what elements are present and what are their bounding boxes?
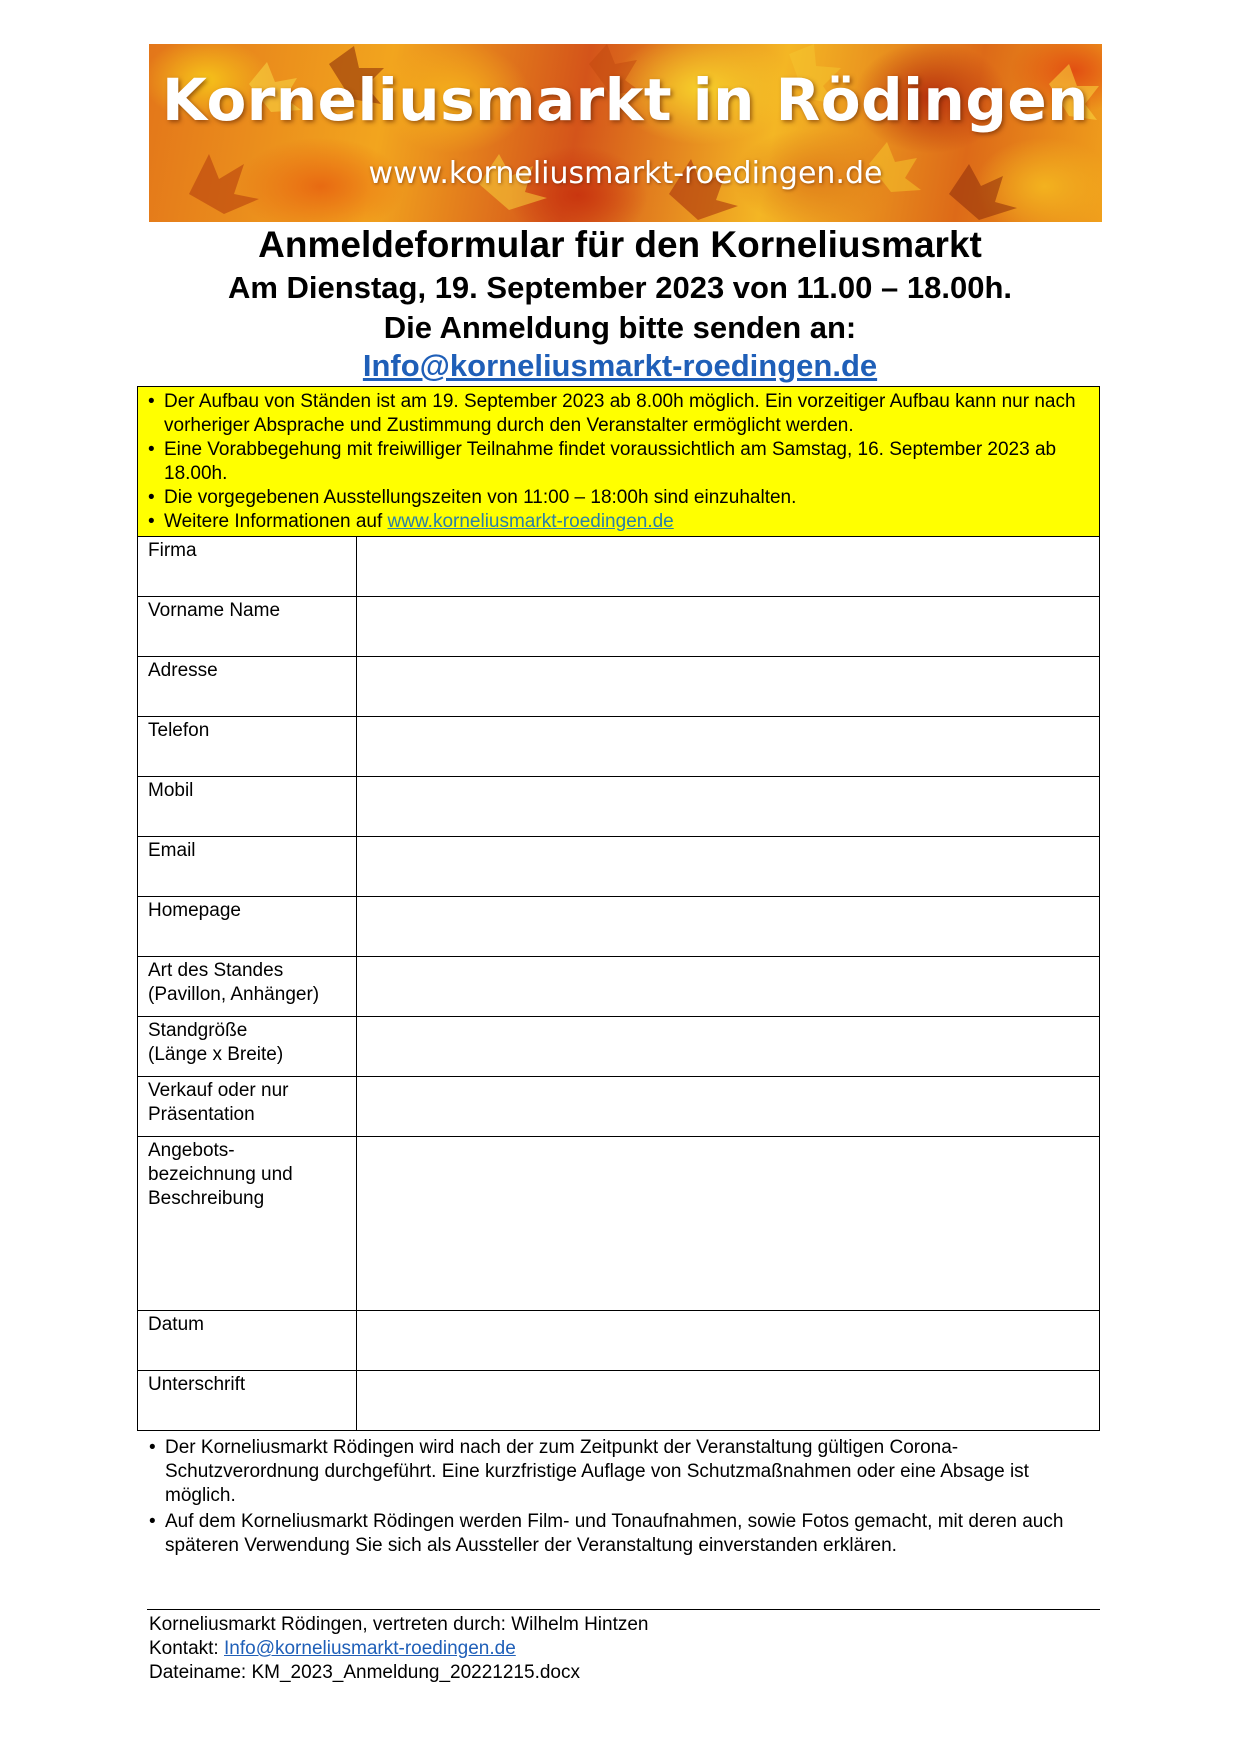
form-row-name (138, 597, 1100, 657)
form-row-datum (138, 1311, 1100, 1371)
date-field[interactable] (356, 1311, 1099, 1371)
form-row-email (138, 837, 1100, 897)
homepage-field[interactable] (356, 897, 1099, 957)
notice-item-info (146, 510, 1091, 534)
send-email-link[interactable]: Info@korneliusmarkt-roedingen.de (362, 348, 878, 383)
field-label: Standgröße (Länge x Breite) (138, 1017, 357, 1077)
field-label: Datum (138, 1311, 357, 1371)
notice-item: • Eine Vorabbegehung mit freiwilliger Teilnahme findet voraussichtlich am Samstag, 16. September 2023 ab 18.00h. (146, 438, 1091, 486)
footer (149, 1613, 649, 1685)
offer-description-field[interactable] (356, 1137, 1099, 1311)
field-label: Unterschrift (138, 1371, 357, 1431)
contact-email-link[interactable]: Info@korneliusmarkt-roedingen.de (224, 1638, 516, 1659)
field-label: Vorname Name (138, 597, 357, 657)
footer-divider (147, 1609, 1100, 1610)
notice-item: • Die vorgegebenen Ausstellungszeiten von 11:00 – 18:00h sind einzuhalten. (146, 486, 1091, 510)
stand-size-field[interactable] (356, 1017, 1099, 1077)
send-instruction: Die Anmeldung bitte senden an: (383, 310, 857, 345)
registration-form (137, 536, 1100, 1431)
field-label: Verkauf oder nur Präsentation (138, 1077, 357, 1137)
form-row-telefon (138, 717, 1100, 777)
notice-list (146, 390, 1091, 534)
form-row-angebot (138, 1137, 1100, 1311)
notice-box (137, 386, 1100, 537)
info-link[interactable]: www.korneliusmarkt-roedingen.de (387, 511, 674, 532)
form-row-adresse (138, 657, 1100, 717)
form-row-unterschrift (138, 1371, 1100, 1431)
note-item: • Auf dem Korneliusmarkt Rödingen werden Film- und Tonaufnahmen, sowie Fotos gemacht, mit deren auch späteren Verwendung Sie sich als Aussteller der Veranstaltung einverstanden erklären. (147, 1510, 1097, 1558)
mobil-field[interactable] (356, 777, 1099, 837)
send-email (0, 348, 1240, 384)
field-label: Art des Standes (Pavillon, Anhänger) (138, 957, 357, 1017)
field-label: Telefon (138, 717, 357, 777)
banner-url: www.korneliusmarkt-roedingen.de (368, 156, 883, 191)
name-field[interactable] (356, 597, 1099, 657)
field-label: Email (138, 837, 357, 897)
form-row-verkauf (138, 1077, 1100, 1137)
footer-organizer: Korneliusmarkt Rödingen, vertreten durch: Wilhelm Hintzen (149, 1614, 649, 1635)
footer-filename: Dateiname: KM_2023_Anmeldung_20221215.docx (149, 1662, 580, 1683)
field-label: Firma (138, 537, 357, 597)
firma-field[interactable] (356, 537, 1099, 597)
field-label: Angebots- bezeichnung und Beschreibung (138, 1137, 357, 1311)
header-banner-image (149, 44, 1102, 222)
info-prefix: Weitere Informationen auf (164, 511, 388, 532)
form-row-mobil (138, 777, 1100, 837)
note-item: • Der Korneliusmarkt Rödingen wird nach der zum Zeitpunkt der Veranstaltung gültigen Corona-Schutzverordnung durchgeführt. Eine kurzfristige Auflage von Schutzmaßnahmen oder eine Absage ist möglich. (147, 1436, 1097, 1508)
notes-list (147, 1436, 1097, 1558)
page-title: Anmeldeformular für den Korneliusmarkt (258, 224, 982, 265)
form-row-homepage (138, 897, 1100, 957)
form-row-firma (138, 537, 1100, 597)
notice-item: • Der Aufbau von Ständen ist am 19. September 2023 ab 8.00h möglich. Ein vorzeitiger Aufbau kann nur nach vorheriger Absprache und Zustimmung durch den Veranstalter ermöglicht werden. (146, 390, 1091, 438)
email-field[interactable] (356, 837, 1099, 897)
field-label: Homepage (138, 897, 357, 957)
sale-field[interactable] (356, 1077, 1099, 1137)
form-row-standgroesse (138, 1017, 1100, 1077)
event-date: Am Dienstag, 19. September 2023 von 11.00 – 18.00h. (227, 270, 1012, 305)
contact-label: Kontakt: (149, 1638, 224, 1659)
footer-contact (149, 1637, 649, 1661)
field-label: Mobil (138, 777, 357, 837)
bottom-notes (147, 1436, 1097, 1560)
telefon-field[interactable] (356, 717, 1099, 777)
adresse-field[interactable] (356, 657, 1099, 717)
field-label: Adresse (138, 657, 357, 717)
signature-field[interactable] (356, 1371, 1099, 1431)
banner-title: Korneliusmarkt in Rödingen (162, 66, 1089, 134)
form-row-standart (138, 957, 1100, 1017)
stand-type-field[interactable] (356, 957, 1099, 1017)
